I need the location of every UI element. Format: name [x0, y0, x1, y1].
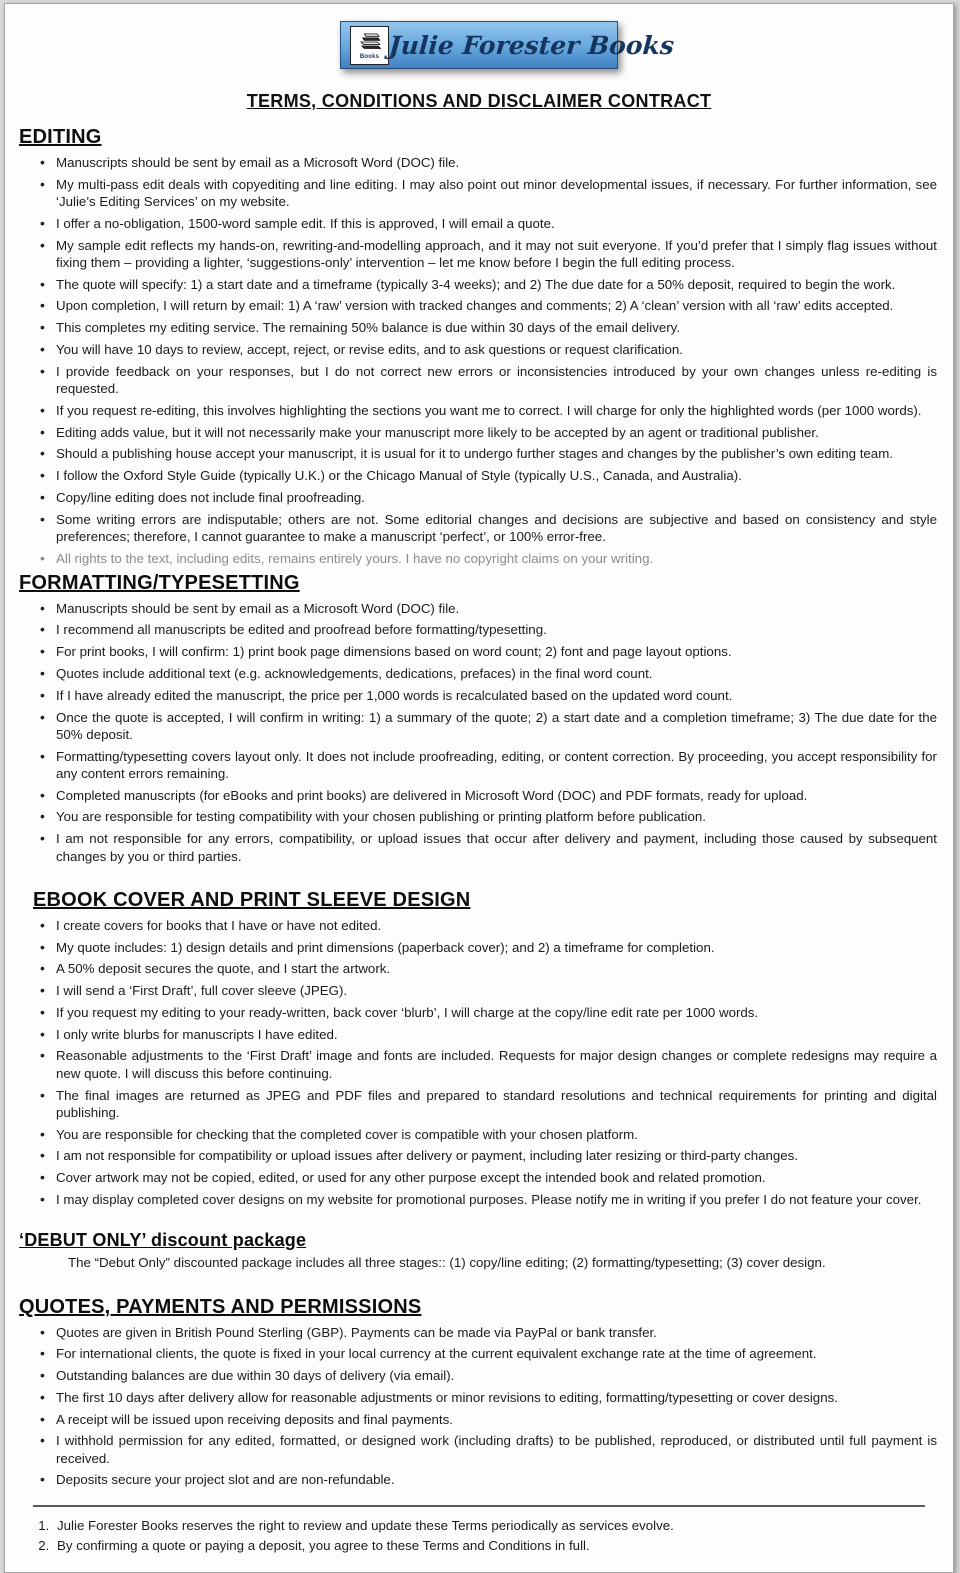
bullet-item: • Quotes include additional text (e.g. acknowledgements, dedications, prefaces) in the final word count.	[19, 665, 937, 682]
bullet-item: • I recommend all manuscripts be edited and proofread before formatting/typesetting.	[19, 621, 937, 638]
bullet-item: • If you request my editing to your ready-written, back cover ‘blurb’, I will charge at the copy/line edit rate per 1000 words.	[19, 1004, 937, 1021]
section-heading-quotes-payments: QUOTES, PAYMENTS AND PERMISSIONS	[19, 1295, 422, 1318]
bullet-item: • For international clients, the quote is fixed in your local currency at the current equivalent exchange rate at the time of agreement.	[19, 1345, 937, 1362]
bullet-item: • Upon completion, I will return by email: 1) A ‘raw’ version with tracked changes and comments; 2) A ‘clean’ version with all ‘raw’ edits accepted.	[19, 297, 937, 314]
section-heading-formatting: FORMATTING/TYPESETTING	[19, 571, 300, 594]
bullet-item: • I withhold permission for any edited, formatted, or designed work (including drafts) to be published, reproduced, or distributed until full payment is received.	[19, 1432, 937, 1467]
bullet-item: • The final images are returned as JPEG and PDF files and prepared to standard resolutions and technical requirements for printing and digital publishing.	[19, 1087, 937, 1122]
bullet-item: • Cover artwork may not be copied, edited, or used for any other purpose except the intended book and related promotion.	[19, 1169, 937, 1186]
document-content	[5, 126, 953, 1489]
bullet-item: • The quote will specify: 1) a start date and a timeframe (typically 3-4 weeks); and 2) The due date for a 50% deposit, required to begin the work.	[19, 276, 937, 293]
bullet-item: • A 50% deposit secures the quote, and I start the artwork.	[19, 960, 937, 977]
bullet-item: • Formatting/typesetting covers layout only. It does not include proofreading, editing, or content correction. By proceeding, you accept responsibility for any content errors remaining.	[19, 748, 937, 783]
bullet-item: • Once the quote is accepted, I will confirm in writing: 1) a summary of the quote; 2) a start date and a completion timeframe; 3) The due date for the 50% deposit.	[19, 709, 937, 744]
footer-note: 2. By confirming a quote or paying a deposit, you agree to these Terms and Conditions in full.	[53, 1537, 937, 1555]
bullet-item: • You are responsible for testing compatibility with your chosen publishing or printing platform before publication.	[19, 808, 937, 825]
bullet-item: • My sample edit reflects my hands-on, rewriting-and-modelling approach, and it may not suit everyone. If you’d prefer that I simply flag issues without fixing them – providing a lighter, ‘suggestions-only’ intervention – let me know before I begin the full editing process.	[19, 237, 937, 272]
bullet-item: • I offer a no-obligation, 1500-word sample edit. If this is approved, I will email a quote.	[19, 215, 937, 232]
document-page	[4, 3, 954, 1573]
bullet-item: • If I have already edited the manuscript, the price per 1,000 words is recalculated based on the updated word count.	[19, 687, 937, 704]
bullet-item: • I am not responsible for compatibility or upload issues after delivery or payment, including later resizing or third-party changes.	[19, 1147, 937, 1164]
bullet-list-quotes-payments	[19, 1324, 937, 1489]
bullet-item: • Manuscripts should be sent by email as a Microsoft Word (DOC) file.	[19, 600, 937, 617]
bullet-item: • I only write blurbs for manuscripts I have edited.	[19, 1026, 937, 1043]
logo-wordmark: Julie Forester Books	[387, 30, 676, 60]
bullet-item: • For print books, I will confirm: 1) print book page dimensions based on word count; 2) font and page layout options.	[19, 643, 937, 660]
bullet-item: • All rights to the text, including edits, remains entirely yours. I have no copyright claims on your writing.	[19, 550, 937, 567]
bullet-list-editing	[19, 154, 937, 567]
bullet-item: • Manuscripts should be sent by email as a Microsoft Word (DOC) file.	[19, 154, 937, 171]
bullet-item: • You will have 10 days to review, accept, reject, or revise edits, and to ask questions or request clarification.	[19, 341, 937, 358]
logo-box	[350, 26, 389, 65]
bullet-item: • Should a publishing house accept your manuscript, it is usual for it to undergo further stages and changes by the publisher’s own editing team.	[19, 445, 937, 462]
bullet-item: • My quote includes: 1) design details and print dimensions (paperback cover); and 2) a timeframe for completion.	[19, 939, 937, 956]
section-heading-editing: EDITING	[19, 126, 102, 148]
bullet-item: • Copy/line editing does not include final proofreading.	[19, 489, 937, 506]
bullet-item: • I create covers for books that I have or have not edited.	[19, 917, 937, 934]
bullet-item: • Some writing errors are indisputable; others are not. Some editorial changes and decisions are subjective and based on consistency and style preferences; therefore, I cannot guarantee to make a manuscript ‘perfect’, or 100% error-free.	[19, 511, 937, 546]
footer-divider	[33, 1505, 925, 1507]
section-heading-ebook-cover: EBOOK COVER AND PRINT SLEEVE DESIGN	[33, 888, 471, 911]
bullet-item: • Reasonable adjustments to the ‘First Draft’ image and fonts are included. Requests for major design changes or complete redesigns may require a new quote. I will discuss this before continuing.	[19, 1047, 937, 1082]
bullet-item: • You are responsible for checking that the completed cover is compatible with your chosen platform.	[19, 1126, 937, 1143]
bullet-item: • A receipt will be issued upon receiving deposits and final payments.	[19, 1411, 937, 1428]
footer-notes-list	[33, 1517, 937, 1555]
bullet-item: • Outstanding balances are due within 30 days of delivery (via email).	[19, 1367, 937, 1384]
bullet-item: • If you request re-editing, this involves highlighting the sections you want me to correct. I will charge for only the highlighted words (per 1000 words).	[19, 402, 937, 419]
section-heading-debut-only: ‘DEBUT ONLY’ discount package	[19, 1230, 307, 1251]
bullet-item: • This completes my editing service. The remaining 50% balance is due within 30 days of the email delivery.	[19, 319, 937, 336]
bullet-item: • My multi-pass edit deals with copyediting and line editing. I may also point out minor developmental issues, if necessary. For further information, see ‘Julie’s Editing Services’ on my website.	[19, 176, 937, 211]
bullet-item: • I am not responsible for any errors, compatibility, or upload issues that occur after delivery and payment, including those caused by subsequent changes by you or third parties.	[19, 830, 937, 865]
bullet-list-formatting	[19, 600, 937, 865]
bullet-item: • I follow the Oxford Style Guide (typically U.K.) or the Chicago Manual of Style (typically U.S., Canada, and Australia).	[19, 467, 937, 484]
page-title: TERMS, CONDITIONS AND DISCLAIMER CONTRACT	[246, 91, 712, 111]
bullet-item: • Completed manuscripts (for eBooks and print books) are delivered in Microsoft Word (DOC) and PDF formats, ready for upload.	[19, 787, 937, 804]
bullet-list-ebook-cover	[19, 917, 937, 1208]
footer-note: 1. Julie Forester Books reserves the right to review and update these Terms periodically as services evolve.	[53, 1517, 937, 1535]
bullet-item: • Editing adds value, but it will not necessarily make your manuscript more likely to be accepted by an agent or traditional publisher.	[19, 424, 937, 441]
bullet-item: • The first 10 days after delivery allow for reasonable adjustments or minor revisions to editing, formatting/typesetting or cover designs.	[19, 1389, 937, 1406]
bullet-item: • Quotes are given in British Pound Sterling (GBP). Payments can be made via PayPal or bank transfer.	[19, 1324, 937, 1341]
bullet-item: • I will send a ‘First Draft’, full cover sleeve (JPEG).	[19, 982, 937, 999]
bullet-item: • Deposits secure your project slot and are non-refundable.	[19, 1471, 937, 1488]
bullet-item: • I may display completed cover designs on my website for promotional purposes. Please notify me in writing if you prefer I do not feature your cover.	[19, 1191, 937, 1208]
logo-banner	[340, 21, 676, 69]
books-stack-icon	[357, 31, 383, 53]
logo-box-caption: Books	[359, 53, 380, 60]
debut-only-paragraph: The “Debut Only” discounted package includes all three stages:: (1) copy/line editing; (2) formatting/typesetting; (3) cover design.	[68, 1255, 826, 1271]
bullet-item: • I provide feedback on your responses, but I do not correct new errors or inconsistencies introduced by your own changes unless re-editing is requested.	[19, 363, 937, 398]
